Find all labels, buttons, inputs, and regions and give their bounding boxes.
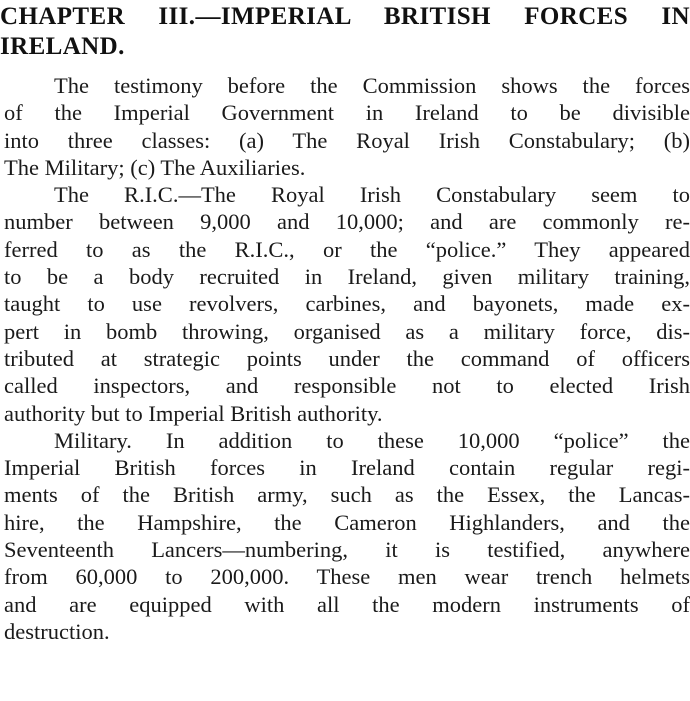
text-line: tributed at strategic points under the command of officers: [4, 345, 690, 371]
text-line: Imperial British forces in Ireland contain regular regi-: [4, 455, 690, 481]
chapter-heading: [0, 2, 690, 62]
paragraph-commission-testimony: [4, 72, 690, 181]
text-line: and are equipped with all the modern instruments of: [4, 591, 690, 617]
body-text: [4, 72, 690, 645]
text-line: into three classes: (a) The Royal Irish Constabulary; (b): [4, 127, 690, 153]
paragraph-ric: [4, 181, 690, 427]
text-line: Military. In addition to these 10,000 “police” the: [54, 427, 690, 453]
paragraph-military: [4, 427, 690, 645]
chapter-heading-line: CHAPTER III.—IMPERIAL BRITISH FORCES IN: [0, 3, 690, 30]
chapter-heading-line: IRELAND.: [0, 33, 125, 60]
text-line: authority but to Imperial British authority.: [4, 400, 383, 426]
text-line: called inspectors, and responsible not to elected Irish: [4, 373, 690, 399]
text-line: The testimony before the Commission shows the forces: [54, 73, 690, 98]
text-line: Seventeenth Lancers—numbering, it is testified, anywhere: [4, 537, 690, 563]
text-line: The Military; (c) The Auxiliaries.: [4, 154, 306, 180]
text-line: taught to use revolvers, carbines, and bayonets, made ex-: [4, 291, 690, 317]
text-line: number between 9,000 and 10,000; and are commonly re-: [4, 209, 690, 235]
text-line: pert in bomb throwing, organised as a military force, dis-: [4, 318, 690, 344]
text-line: to be a body recruited in Ireland, given military training,: [4, 264, 690, 290]
text-line: from 60,000 to 200,000. These men wear trench helmets: [4, 564, 690, 590]
text-line: destruction.: [4, 618, 110, 644]
text-line: ferred to as the R.I.C., or the “police.” They appeared: [4, 236, 690, 262]
text-line: The R.I.C.—The Royal Irish Constabulary seem to: [54, 182, 690, 208]
text-line: of the Imperial Government in Ireland to be divisible: [4, 100, 690, 126]
text-line: ments of the British army, such as the Essex, the Lancas-: [4, 482, 690, 508]
text-line: hire, the Hampshire, the Cameron Highlanders, and the: [4, 509, 690, 535]
